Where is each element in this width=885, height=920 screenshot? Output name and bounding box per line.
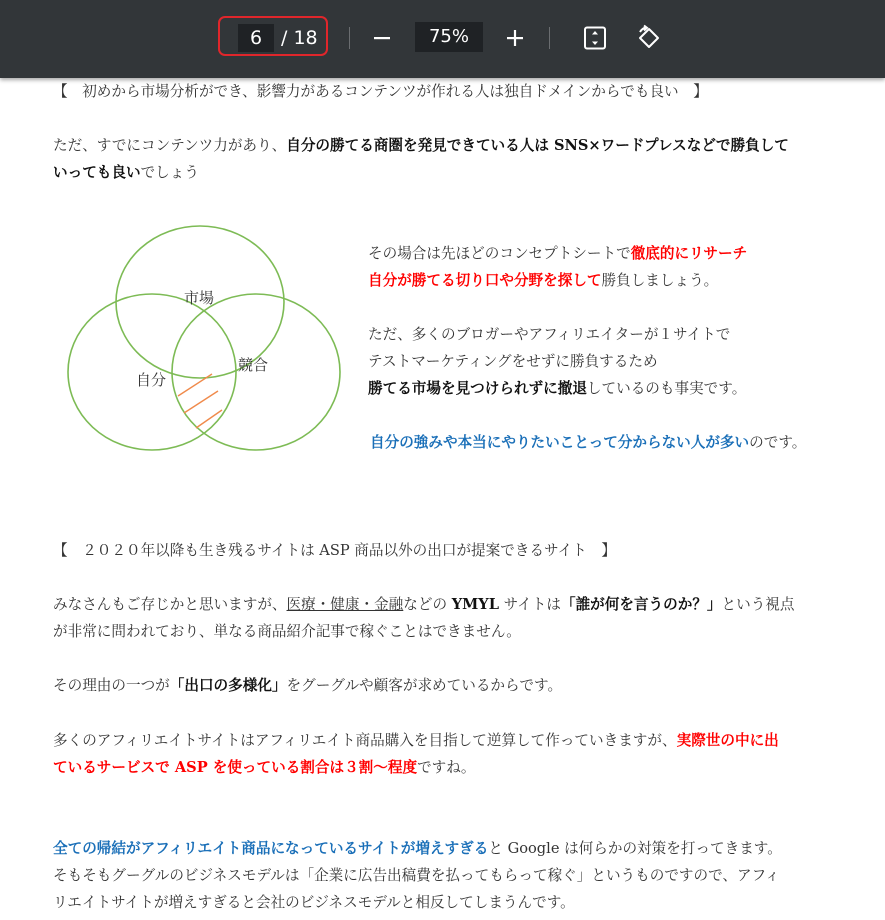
paragraph-3: その理由の一つが「出口の多様化」をグーグルや顧客が求めているからです。 <box>53 677 563 694</box>
side-text-line-6: 自分の強みや本当にやりたいことって分からない人が多いのです。 <box>370 434 807 451</box>
page-total: / 18 <box>281 27 318 49</box>
toolbar-separator <box>349 27 350 49</box>
fit-page-icon <box>582 25 608 51</box>
side-text-line-2: 自分が勝てる切り口や分野を探して勝負しましょう。 <box>368 272 719 289</box>
zoom-level-input[interactable]: 75% <box>415 22 483 52</box>
venn-diagram <box>60 218 350 463</box>
side-text-line-5: 勝てる市場を見つけられずに撤退しているのも事実です。 <box>368 380 747 397</box>
side-text-line-3: ただ、多くのブロガーやアフィリエイターが１サイトで <box>368 326 731 343</box>
plus-icon <box>505 28 525 48</box>
paragraph-5-line-3: リエイトサイトが増えすぎると会社のビジネスモデルと相反してしまうんです。 <box>53 894 575 911</box>
zoom-out-button[interactable] <box>364 20 400 56</box>
paragraph-1-line-2: いっても良いでしょう <box>53 164 199 181</box>
paragraph-5-line-2: そもそもグーグルのビジネスモデルは「企業に広告出稿費を払ってもらって稼ぐ」というものですので、アフィ <box>53 867 780 884</box>
venn-hatch-area <box>178 374 222 428</box>
page-number-input[interactable]: 6 <box>238 24 274 52</box>
paragraph-5-line-1: 全ての帰結がアフィリエイト商品になっているサイトが増えすぎると Google は何らかの対策を打ってきます。 <box>53 840 782 857</box>
paragraph-4-line-1: 多くのアフィリエイトサイトはアフィリエイト商品購入を目指して逆算して作っていきますが、実際世の中に出 <box>53 732 779 749</box>
section-heading-2: 【 ２０２０年以降も生き残るサイトは ASP 商品以外の出口が提案できるサイト 】 <box>53 542 616 559</box>
paragraph-4-line-2: ているサービスで ASP を使っている割合は３割〜程度ですね。 <box>53 759 476 776</box>
zoom-in-button[interactable] <box>497 20 533 56</box>
venn-label-self: 自分 <box>136 371 167 389</box>
rotate-icon <box>635 24 663 52</box>
paragraph-1-line-1: ただ、すでにコンテンツ力があり、自分の勝てる商圏を発見できている人は SNS×ワードプレスなどで勝負して <box>53 137 789 154</box>
side-text-line-1: その場合は先ほどのコンセプトシートで徹底的にリサーチ <box>368 245 748 262</box>
paragraph-2-line-1: みなさんもご存じかと思いますが、医療・健康・金融などの YMYL サイトは「誰が何を言うのか？」という視点 <box>53 596 795 613</box>
side-text-line-4: テストマーケティングをせずに勝負するため <box>368 353 658 370</box>
pdf-toolbar <box>0 0 885 78</box>
paragraph-2-line-2: が非常に問われており、単なる商品紹介記事で稼ぐことはできません。 <box>53 623 521 640</box>
venn-label-market: 市場 <box>184 289 215 307</box>
fit-to-page-button[interactable] <box>577 20 613 56</box>
rotate-button[interactable] <box>631 20 667 56</box>
minus-icon <box>372 28 392 48</box>
section-heading-1: 【 初めから市場分析ができ、影響力があるコンテンツが作れる人は独自ドメインからでも良い 】 <box>53 83 708 100</box>
venn-label-competitor: 競合 <box>238 356 269 374</box>
toolbar-separator <box>549 27 550 49</box>
